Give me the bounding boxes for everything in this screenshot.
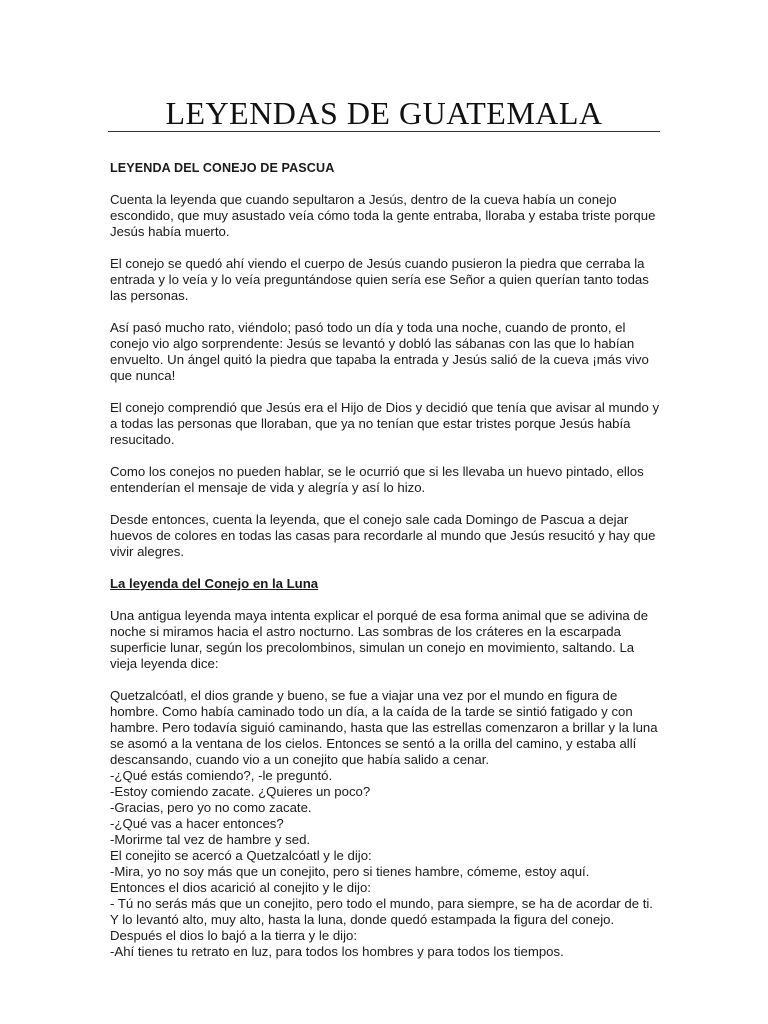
narrative-line: -Morirme tal vez de hambre y sed.: [110, 832, 311, 847]
narrative-line: El conejito se acercó a Quetzalcóatl y le dijo:: [110, 848, 372, 863]
paragraph: Así pasó mucho rato, viéndolo; pasó todo un día y toda una noche, cuando de pronto, el conejo vio algo sorprendente: Jesús se levantó y dobló las sábanas con las que lo habían envuelto. Un ángel quitó la piedra que tapaba la entrada y Jesús salió de la cueva ¡más vivo que nunca!: [110, 320, 649, 383]
paragraph: Como los conejos no pueden hablar, se le ocurrió que si les llevaba un huevo pintado, ellos entenderían el mensaje de vida y alegría y así lo hizo.: [110, 464, 644, 495]
paragraph: El conejo comprendió que Jesús era el Hijo de Dios y decidió que tenía que avisar al mundo y a todas las personas que lloraban, que ya no tenían que estar tristes porque Jesús había resucitado.: [110, 400, 660, 447]
paragraph: Una antigua leyenda maya intenta explicar el porqué de esa forma animal que se adivina de noche si miramos hacia el astro nocturno. Las sombras de los cráteres en la escarpada superficie lunar, según los precolombinos, simulan un conejo en movimiento, saltando. La vieja leyenda dice:: [110, 608, 649, 671]
narrative-line: Entonces el dios acarició al conejito y le dijo:: [110, 880, 371, 895]
section-heading-conejo-pascua: LEYENDA DEL CONEJO DE PASCUA: [110, 161, 335, 175]
legend-narrative: [110, 688, 660, 960]
narrative-line: -¿Qué vas a hacer entonces?: [110, 816, 284, 831]
narrative-line: -Mira, yo no soy más que un conejito, pero si tienes hambre, cómeme, estoy aquí.: [110, 864, 590, 879]
narrative-line: -¿Qué estás comiendo?, -le preguntó.: [110, 768, 333, 783]
narrative-line: -Gracias, pero yo no como zacate.: [110, 800, 312, 815]
document-title: LEYENDAS DE GUATEMALA: [165, 95, 603, 131]
paragraph: El conejo se quedó ahí viendo el cuerpo de Jesús cuando pusieron la piedra que cerraba la entrada y lo veía y lo veía preguntándose quien sería ese Señor a quien querían tanto todas las personas.: [110, 256, 649, 303]
narrative-line: -Estoy comiendo zacate. ¿Quieres un poco?: [110, 784, 371, 799]
title-underline: [108, 131, 660, 132]
narrative-line: Y lo levantó alto, muy alto, hasta la luna, donde quedó estampada la figura del conejo. Después el dios lo bajó a la tierra y le dijo:: [110, 912, 615, 943]
narrative-line: Quetzalcóatl, el dios grande y bueno, se fue a viajar una vez por el mundo en figura de hombre. Como había caminado todo un día, a la caída de la tarde se sintió fatigado y con hambre. Pero todavía siguió caminando, hasta que las estrellas comenzaron a brillar y la luna se asomó a la ventana de los cielos. Entonces se sentó a la orilla del camino, y estaba allí descansando, cuando vio a un conejito que había salido a cenar.: [110, 688, 658, 767]
section-heading-conejo-luna: La leyenda del Conejo en la Luna: [110, 576, 319, 591]
paragraph: Cuenta la leyenda que cuando sepultaron a Jesús, dentro de la cueva había un conejo escondido, que muy asustado veía cómo toda la gente entraba, lloraba y estaba triste porque Jesús había muerto.: [110, 192, 656, 239]
paragraph: Desde entonces, cuenta la leyenda, que el conejo sale cada Domingo de Pascua a dejar huevos de colores en todas las casas para recordarle al mundo que Jesús resucitó y hay que vivir alegres.: [110, 512, 656, 559]
narrative-line: -Ahí tienes tu retrato en luz, para todos los hombres y para todos los tiempos.: [110, 944, 564, 959]
narrative-line: - Tú no serás más que un conejito, pero todo el mundo, para siempre, se ha de acordar de ti.: [110, 896, 653, 911]
document-body: [110, 160, 660, 960]
